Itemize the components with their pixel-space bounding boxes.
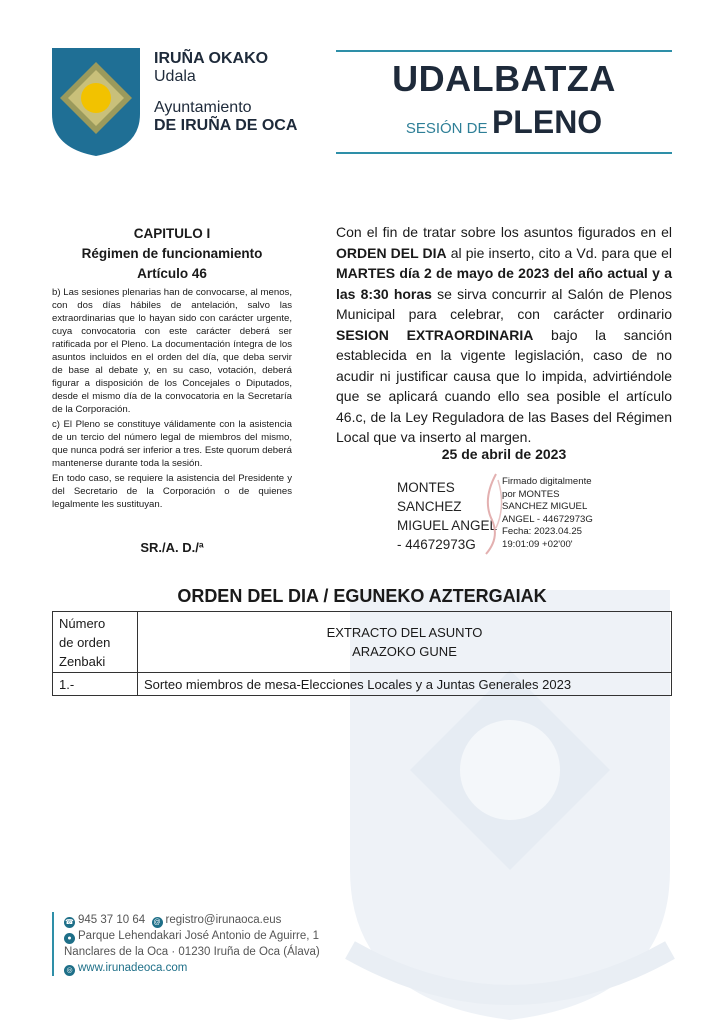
org-spanish-prefix: Ayuntamiento [154, 99, 252, 117]
conv-text-2: al pie inserto, cito a Vd. para que el [446, 244, 672, 261]
signature-detail-line: Firmado digitalmente [502, 476, 592, 487]
address-street: Parque Lehendakari José Antonio de Aguirre, 1 [78, 930, 320, 942]
section-heading: Régimen de funcionamiento [81, 246, 263, 261]
conv-text-3: se sirva concurrir al Salón de Plenos Municipal para celebrar, con carácter ordinario [336, 285, 673, 322]
globe-icon: ◎ [64, 965, 75, 976]
signature-detail-line: 19:01:09 +02'00' [502, 538, 573, 550]
column-header-line: ARAZOKO GUNE [352, 644, 457, 659]
signer-name-line: - 44672973G [397, 537, 476, 552]
column-header-line: de orden [59, 634, 111, 650]
convocation-date: 25 de abril de 2023 [441, 446, 567, 462]
signature-detail-line: SANCHEZ MIGUEL [502, 501, 588, 512]
paragraph-b: b) Las sesiones plenarias han de convocarse, al menos, con dos días hábiles de antelación, salvo las extraordinarias que lo hayan sido con carácter urgente, cuya convocatoria con este carácter deberá ser ratificada por el Pleno. La documentación íntegra de los asuntos incluidos en el orden del día, que deba servir de base al debate y, en su caso, votación, deberá figurar a disposición de los Concejales o Diputados, desde el mismo día de la convocatoria en la Secretaría de la Corporación. [52, 287, 292, 415]
column-header-number [53, 612, 138, 673]
org-spanish-name: DE IRUÑA DE OCA [154, 116, 298, 134]
agenda-title: ORDEN DEL DIA / EGUNEKO AZTERGAIAK [177, 586, 547, 606]
org-basque-suffix: Udala [154, 67, 196, 85]
conv-bold-agenda: ORDEN DEL DIA [336, 244, 447, 261]
header-top-rule [336, 50, 672, 52]
signer-name-line: MONTES [397, 480, 455, 495]
organization-name [154, 50, 297, 134]
website-link[interactable]: www.irunadeoca.com [78, 962, 188, 974]
municipal-logo [52, 48, 140, 156]
column-header-line: EXTRACTO DEL ASUNTO [326, 625, 483, 640]
column-header-subject [138, 612, 672, 673]
conv-bold-datetime: MARTES día 2 de mayo de 2023 del año actual y a las 8:30 horas [336, 265, 672, 302]
header-bottom-rule [336, 152, 672, 154]
addressee-signoff: SR./A. D./ª [140, 540, 204, 555]
contact-footer [52, 912, 320, 976]
paragraph-c: c) El Pleno se constituye válidamente con la asistencia de un tercio del número legal de miembros del mismo, que nunca podrá ser inferior a tres. Este quorum deberá mantenerse durante toda la sesión. [52, 419, 292, 469]
digital-signature-details [502, 476, 593, 551]
signature-detail-line: ANGEL - 44672973G [502, 513, 593, 525]
signature-detail-line: por MONTES [502, 488, 560, 500]
table-row [53, 673, 672, 696]
address-line [64, 928, 320, 944]
subtitle-small: SESIÓN DE [405, 120, 488, 137]
address-city: Nanclares de la Oca · 01230 Iruña de Oca (Álava) [64, 946, 320, 958]
conv-bold-session-type: SESION EXTRAORDINARIA [336, 326, 534, 343]
contact-line [64, 912, 320, 928]
agenda-table [52, 611, 672, 696]
location-pin-icon: ● [64, 933, 75, 944]
conv-text-1: Con el fin de tratar sobre los asuntos figurados en el [336, 224, 672, 240]
session-subtitle [336, 104, 672, 141]
article-heading: Artículo 46 [137, 266, 207, 281]
subtitle-big: PLENO [491, 104, 603, 140]
org-basque-name: IRUÑA OKAKO [154, 50, 269, 67]
chapter-heading: CAPITULO I [133, 226, 211, 241]
table-header-row [53, 612, 672, 673]
email-icon: @ [153, 919, 161, 926]
column-header-line: Número [59, 615, 106, 631]
conv-text-4: bajo la sanción establecida en la vigente legislación, caso de no acudir ni justificar causa que lo impida, advirtiéndole que se aplicará cuando ello sea posible el artículo 46.c, de la Ley Reguladora de las Bases del Régimen Local que va inserto al margen. [336, 326, 672, 445]
signer-name-line: MIGUEL ANGEL [397, 518, 498, 533]
regulation-excerpt [52, 224, 292, 511]
signature-detail-line: Fecha: 2023.04.25 [502, 526, 583, 537]
item-number: 1.- [53, 673, 138, 696]
website-line [64, 960, 320, 976]
convocation-text [336, 222, 672, 448]
page-title: UDALBATZA [392, 58, 616, 99]
email-address[interactable]: registro@irunaoca.eus [165, 914, 282, 926]
phone-number: 945 37 10 64 [78, 914, 146, 926]
item-subject: Sorteo miembros de mesa-Elecciones Locales y a Juntas Generales 2023 [138, 673, 672, 696]
column-header-line: Zenbaki [59, 653, 106, 669]
paragraph-d: En todo caso, se requiere la asistencia del Presidente y del Secretario de la Corporación o de quienes legalmente les sustituyan. [52, 473, 292, 510]
signer-name-line: SANCHEZ [397, 499, 462, 514]
phone-icon: ☎ [65, 919, 74, 926]
